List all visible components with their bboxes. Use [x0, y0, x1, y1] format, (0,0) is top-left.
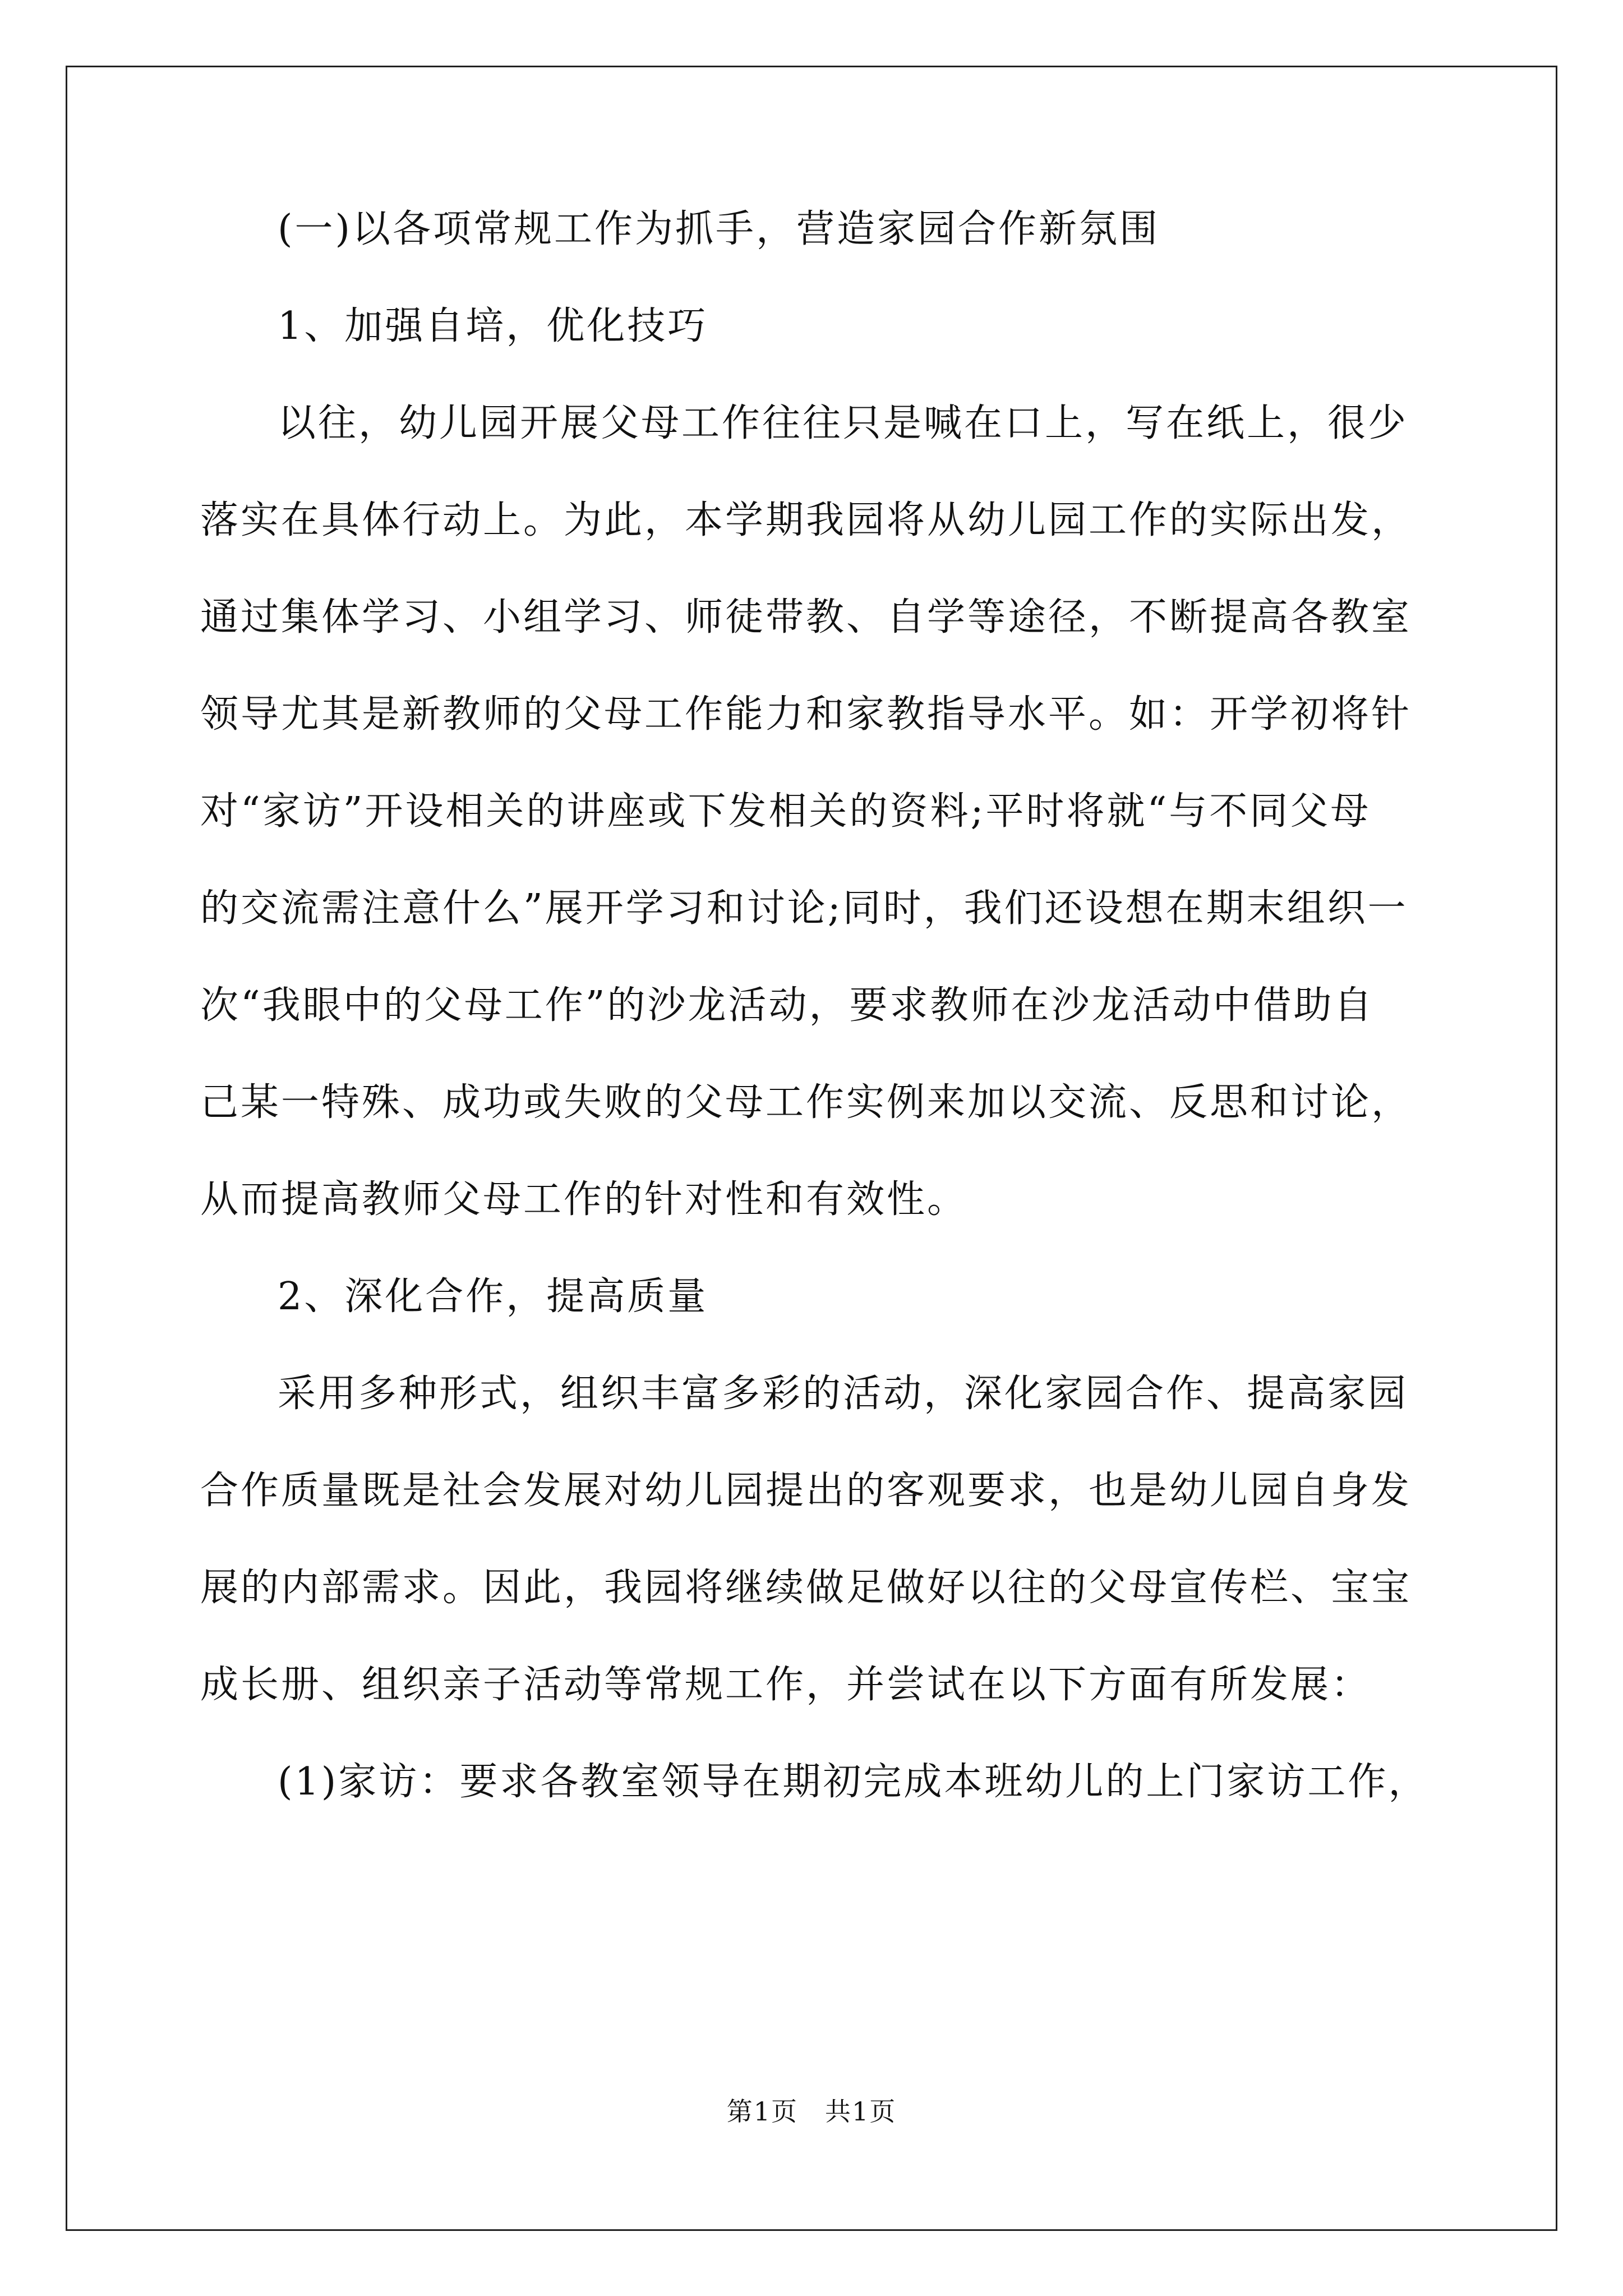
paragraph-line: 以往，幼儿园开展父母工作往往只是喊在口上，写在纸上，很少	[278, 401, 1409, 445]
paragraph-line: (1)家访：要求各教室领导在期初完成本班幼儿的上门家访工作，	[278, 1760, 1429, 1804]
paragraph-line: 通过集体学习、小组学习、师徒带教、自学等途径，不断提高各教室	[200, 595, 1412, 639]
paragraph-line: 己某一特殊、成功或失败的父母工作实例来加以交流、反思和讨论，	[200, 1080, 1412, 1125]
page-border	[66, 66, 1557, 2231]
paragraph-line: 对“家访”开设相关的讲座或下发相关的资料;平时将就“与不同父母	[200, 789, 1371, 834]
paragraph-line: 展的内部需求。因此，我园将继续做足做好以往的父母宣传栏、宝宝	[200, 1566, 1412, 1610]
paragraph-line: 落实在具体行动上。为此，本学期我园将从幼儿园工作的实际出发，	[200, 498, 1412, 542]
page-number-footer: 第1页 共1页	[726, 2096, 897, 2127]
paragraph-line: 领导尤其是新教师的父母工作能力和家教指导水平。如：开学初将针	[200, 692, 1412, 737]
section-heading: (一)以各项常规工作为抓手，营造家园合作新氛围	[278, 207, 1160, 251]
paragraph-line: 的交流需注意什么”展开学习和讨论;同时，我们还设想在期末组织一	[200, 886, 1408, 931]
paragraph-line: 采用多种形式，组织丰富多彩的活动，深化家园合作、提高家园	[278, 1372, 1409, 1416]
paragraph-line: 成长册、组织亲子活动等常规工作，并尝试在以下方面有所发展：	[200, 1663, 1372, 1707]
paragraph-line: 次“我眼中的父母工作”的沙龙活动，要求教师在沙龙活动中借助自	[200, 983, 1375, 1028]
paragraph-line: 从而提高教师父母工作的针对性和有效性。	[200, 1177, 968, 1222]
subsection-heading: 1、加强自培，优化技巧	[278, 304, 708, 348]
paragraph-line: 合作质量既是社会发展对幼儿园提出的客观要求，也是幼儿园自身发	[200, 1469, 1412, 1513]
subsection-heading: 2、深化合作，提高质量	[278, 1274, 708, 1319]
